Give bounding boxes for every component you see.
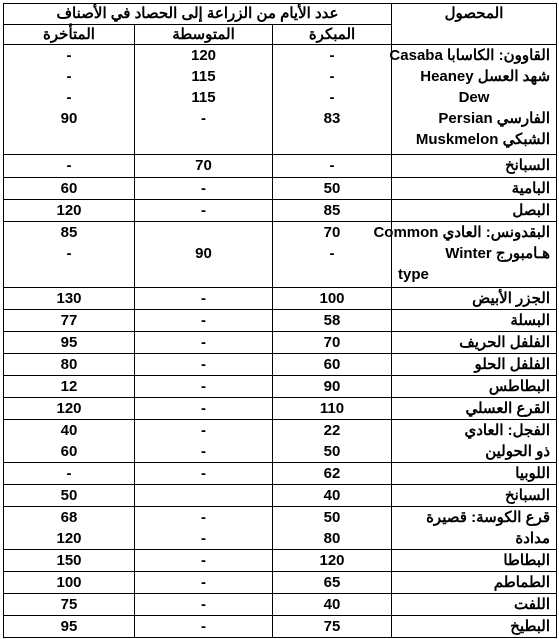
crop-name-line: البسلة [510, 312, 551, 329]
days-value: 60 [60, 180, 78, 197]
late-days-cell [4, 354, 135, 376]
days-value: 80 [323, 530, 341, 547]
days-value: 130 [56, 290, 82, 307]
days-value: - [329, 89, 335, 106]
crop-name-line: البطاطس [488, 378, 551, 395]
header-row-top [4, 4, 557, 25]
days-value: 65 [323, 574, 341, 591]
days-value: - [329, 245, 335, 262]
medium-days-cell [135, 155, 273, 178]
days-value: 70 [195, 157, 212, 174]
medium-days-cell [135, 398, 273, 420]
late-days-cell [4, 616, 135, 638]
medium-days-cell [135, 550, 273, 572]
table-row [4, 420, 557, 463]
days-value: 90 [60, 110, 78, 127]
days-value: 40 [323, 596, 341, 613]
crop-name-line: قرع الكوسة: قصيرة [426, 509, 551, 526]
early-days-cell [273, 354, 392, 376]
days-value: - [329, 68, 335, 85]
crop-name-cell [392, 288, 557, 310]
medium-days-cell [135, 420, 273, 463]
early-days-cell [273, 572, 392, 594]
medium-days-cell [135, 485, 273, 507]
crop-harvest-table [3, 3, 557, 638]
crop-name-cell [392, 354, 557, 376]
crop-name-cell [392, 332, 557, 354]
days-value: - [201, 596, 206, 613]
table-row [4, 550, 557, 572]
days-value: - [329, 47, 335, 64]
early-days-cell [273, 155, 392, 178]
table-row [4, 155, 557, 178]
late-days-cell [4, 463, 135, 485]
medium-days-cell [135, 594, 273, 616]
late-days-cell [4, 178, 135, 200]
days-value: - [66, 47, 72, 64]
days-value: 12 [60, 378, 78, 395]
days-value: 40 [323, 487, 341, 504]
crop-name-line: الطماطم [493, 574, 551, 591]
late-days-cell [4, 594, 135, 616]
days-value: - [329, 157, 335, 174]
days-value: 90 [195, 245, 212, 262]
days-value: 75 [323, 618, 341, 635]
crop-name-line: الشبكي Muskmelon [415, 131, 551, 148]
days-value: - [201, 400, 206, 417]
days-value: 62 [323, 465, 341, 482]
days-value: 120 [56, 530, 82, 547]
medium-days-cell [135, 376, 273, 398]
early-days-cell [273, 288, 392, 310]
days-value: 68 [60, 509, 78, 526]
days-value: - [201, 465, 206, 482]
crop-name-cell [392, 420, 557, 463]
days-value: 115 [191, 68, 216, 85]
medium-days-cell [135, 616, 273, 638]
days-value: - [201, 356, 206, 373]
crop-name-line: اللفت [513, 596, 551, 613]
medium-days-cell [135, 200, 273, 222]
crop-name-line: الفجل: العادي [464, 422, 551, 439]
days-value: - [201, 552, 206, 569]
early-days-cell [273, 45, 392, 155]
table-row [4, 485, 557, 507]
crop-name-line: اللوبيا [515, 465, 551, 482]
late-days-cell [4, 332, 135, 354]
crop-name-line: الفلفل الحلو [474, 356, 551, 373]
medium-days-cell [135, 463, 273, 485]
crop-name-line: البطيخ [510, 618, 551, 635]
days-value: 58 [323, 312, 341, 329]
days-value: 85 [60, 224, 78, 241]
late-days-cell [4, 155, 135, 178]
crop-name-cell [392, 507, 557, 550]
early-days-cell [273, 507, 392, 550]
days-value: - [201, 334, 206, 351]
early-days-cell [273, 310, 392, 332]
medium-days-cell [135, 178, 273, 200]
days-value: 150 [56, 552, 82, 569]
table-row [4, 616, 557, 638]
days-value: 50 [323, 443, 341, 460]
table-row [4, 45, 557, 155]
crop-name-line: مدادة [515, 530, 551, 547]
crop-name-line: القرع العسلي [465, 400, 551, 417]
medium-days-cell [135, 310, 273, 332]
days-value: 120 [56, 202, 82, 219]
late-days-cell [4, 310, 135, 332]
days-value: 100 [56, 574, 82, 591]
crop-name-cell [392, 594, 557, 616]
late-days-cell [4, 288, 135, 310]
late-column-header: المتأخرة [4, 25, 135, 45]
days-value: - [66, 245, 72, 262]
crop-name-line: ذو الحولين [485, 443, 551, 460]
medium-days-cell [135, 332, 273, 354]
crop-name-cell [392, 616, 557, 638]
early-days-cell [273, 178, 392, 200]
days-value: - [201, 378, 206, 395]
days-value: 50 [323, 509, 341, 526]
days-value: 90 [323, 378, 341, 395]
days-value: 115 [191, 89, 216, 106]
crop-name-cell [392, 155, 557, 178]
crop-name-line: Dew [458, 89, 490, 106]
late-days-cell [4, 485, 135, 507]
crop-name-line: الجزر الأبيض [472, 290, 551, 307]
late-days-cell [4, 45, 135, 155]
crop-name-cell [373, 222, 557, 288]
table-row [4, 288, 557, 310]
table-row [4, 200, 557, 222]
medium-days-cell [135, 507, 273, 550]
days-value: 110 [319, 400, 345, 417]
days-value: 40 [60, 422, 78, 439]
table-row [4, 507, 557, 550]
medium-column-header: المتوسطة [135, 25, 273, 45]
days-value: - [201, 618, 206, 635]
table-body [4, 45, 557, 638]
days-value: 83 [323, 110, 341, 127]
crop-name-line: البامية [511, 180, 551, 197]
days-value: - [201, 202, 206, 219]
days-value: 85 [323, 202, 341, 219]
days-value: - [201, 574, 206, 591]
crop-column-header: المحصول [392, 4, 557, 45]
early-days-cell [273, 376, 392, 398]
crop-name-line: هـامبورج Winter [445, 245, 551, 262]
days-value: 50 [323, 180, 341, 197]
late-days-cell [4, 376, 135, 398]
table-row [4, 398, 557, 420]
medium-days-cell [135, 288, 273, 310]
days-value [141, 485, 266, 506]
crop-name-line: الفلفل الحريف [459, 334, 551, 351]
days-value: 100 [319, 290, 345, 307]
days-value: 60 [60, 443, 78, 460]
crop-name-line: type [398, 266, 429, 283]
medium-days-cell [135, 354, 273, 376]
days-value: - [66, 465, 72, 482]
table-row [4, 376, 557, 398]
crop-name-cell [392, 463, 557, 485]
table-row [4, 572, 557, 594]
days-group-header: عدد الأيام من الزراعة إلى الحصاد في الأصناف [4, 4, 392, 25]
early-days-cell [273, 485, 392, 507]
medium-days-cell [135, 222, 273, 288]
early-days-cell [273, 332, 392, 354]
table-row [4, 310, 557, 332]
days-value: - [201, 312, 206, 329]
late-days-cell [4, 200, 135, 222]
table-row [4, 594, 557, 616]
medium-days-cell [135, 45, 273, 155]
crop-name-cell [392, 398, 557, 420]
table-row [4, 354, 557, 376]
crop-name-cell [392, 485, 557, 507]
days-value: - [201, 422, 206, 439]
days-value: 80 [60, 356, 78, 373]
days-value: 120 [190, 47, 217, 64]
crop-name-cell [392, 550, 557, 572]
days-value: - [66, 157, 72, 174]
crop-name-cell [392, 178, 557, 200]
table-row [4, 178, 557, 200]
early-days-cell [273, 463, 392, 485]
days-value: - [66, 68, 72, 85]
early-days-cell [273, 616, 392, 638]
crop-name-line: القاوون: الكاسابا Casaba [389, 47, 551, 64]
days-value: - [201, 509, 206, 526]
late-days-cell [4, 572, 135, 594]
early-days-cell [273, 550, 392, 572]
table-row [4, 463, 557, 485]
days-value: 77 [60, 312, 78, 329]
early-days-cell [273, 420, 392, 463]
days-value: 120 [56, 400, 82, 417]
late-days-cell [4, 420, 135, 463]
medium-days-cell [135, 572, 273, 594]
crop-name-line: البقدونس: العادي Common [373, 224, 551, 241]
crop-name-cell [392, 572, 557, 594]
days-value: - [66, 89, 72, 106]
late-days-cell [4, 398, 135, 420]
crop-name-line: الفارسي Persian [438, 110, 551, 127]
days-value: 120 [319, 552, 345, 569]
late-days-cell [4, 222, 135, 288]
days-value: 50 [60, 487, 78, 504]
early-column-header: المبكرة [273, 25, 392, 45]
days-value: 95 [60, 334, 78, 351]
days-value [141, 222, 266, 243]
days-value: - [201, 530, 206, 547]
late-days-cell [4, 550, 135, 572]
crop-name-cell [392, 310, 557, 332]
crop-name-line: البطاطا [503, 552, 551, 569]
days-value: 70 [323, 224, 341, 241]
days-value: 22 [323, 422, 341, 439]
days-value: - [201, 110, 206, 127]
early-days-cell [273, 594, 392, 616]
days-value: - [201, 443, 206, 460]
days-value: - [201, 180, 206, 197]
late-days-cell [4, 507, 135, 550]
days-value: - [201, 290, 206, 307]
days-value: 75 [60, 596, 78, 613]
crop-name-cell [389, 45, 557, 155]
crop-name-line: السبانخ [504, 487, 551, 504]
table-row [4, 222, 557, 288]
days-value: 70 [323, 334, 341, 351]
early-days-cell [273, 200, 392, 222]
table-row [4, 332, 557, 354]
days-value: 95 [60, 618, 78, 635]
crop-name-cell [392, 200, 557, 222]
crop-name-line: شهد العسل Heaney [420, 68, 551, 85]
crop-name-line: البصل [512, 202, 551, 219]
early-days-cell [273, 398, 392, 420]
crop-name-line: السبانخ [504, 157, 551, 174]
days-value: 60 [323, 356, 341, 373]
crop-name-cell [392, 376, 557, 398]
